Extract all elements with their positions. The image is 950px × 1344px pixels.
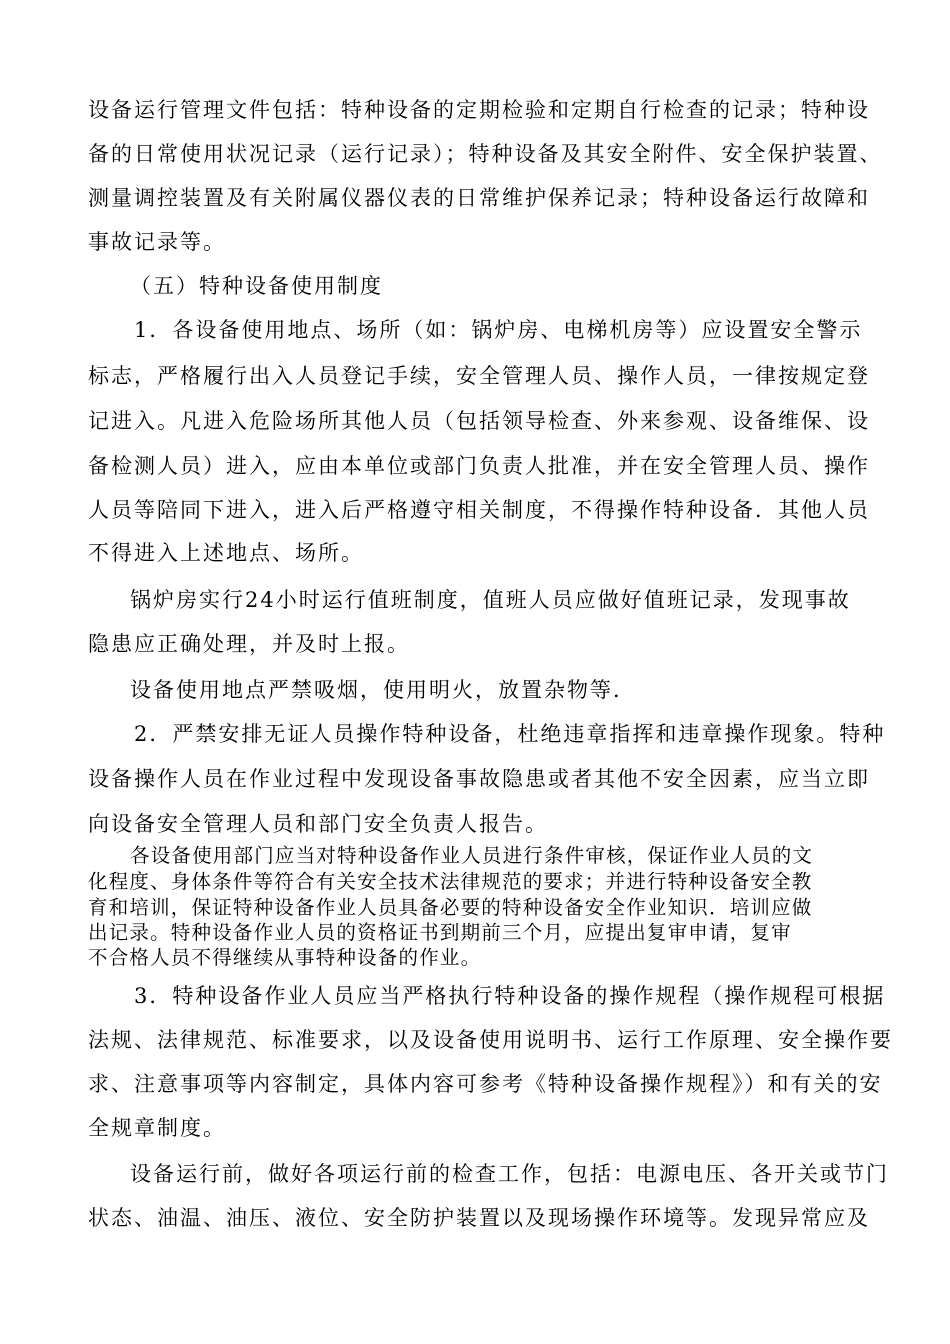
section-heading: （五）特种设备使用制度 xyxy=(130,274,383,298)
text-line: 设备运行前，做好各项运行前的检查工作，包括：电源电压、各开关或节门 xyxy=(130,1162,889,1186)
text-line: 状态、油温、油压、液位、安全防护装置以及现场操作环境等。发现异常应及 xyxy=(88,1206,870,1230)
text-line: 锅炉房实行24小时运行值班制度，值班人员应做好值班记录，发现事故 xyxy=(130,588,851,612)
text-line: 1．各设备使用地点、场所（如：锅炉房、电梯机房等）应设置安全警示 xyxy=(134,318,863,342)
text-line: 2．严禁安排无证人员操作特种设备，杜绝违章指挥和违章操作现象。特种 xyxy=(134,722,886,746)
text-line: 向设备安全管理人员和部门安全负责人报告。 xyxy=(88,812,548,836)
text-line: 育和培训，保证特种设备作业人员具备必要的特种设备安全作业知识．培训应做 xyxy=(88,896,813,919)
text-line: 测量调控装置及有关附属仪器仪表的日常维护保养记录；特种设备运行故障和 xyxy=(88,186,870,210)
text-line: 3．特种设备作业人员应当严格执行特种设备的操作规程（操作规程可根据 xyxy=(134,984,886,1008)
text-line: 求、注意事项等内容制定，具体内容可参考《特种设备操作规程》）和有关的安 xyxy=(88,1072,883,1096)
text-line: 人员等陪同下进入，进入后严格遵守相关制度，不得操作特种设备．其他人员 xyxy=(88,498,870,522)
text-line: 出记录。特种设备作业人员的资格证书到期前三个月，应提出复审申请，复审 xyxy=(88,921,792,944)
text-line: 记进入。凡进入危险场所其他人员（包括领导检查、外来参观、设备维保、设 xyxy=(88,409,870,433)
text-line: 隐患应正确处理，并及时上报。 xyxy=(88,632,410,656)
text-line: 事故记录等。 xyxy=(88,230,226,254)
text-line: 设备运行管理文件包括：特种设备的定期检验和定期自行检查的记录；特种设 xyxy=(88,98,870,122)
text-line: 标志，严格履行出入人员登记手续，安全管理人员、操作人员，一律按规定登 xyxy=(88,364,870,388)
text-line: 不得进入上述地点、场所。 xyxy=(88,541,364,565)
text-line: 化程度、身体条件等符合有关安全技术法律规范的要求；并进行特种设备安全教 xyxy=(88,870,813,893)
text-line: 法规、法律规范、标准要求，以及设备使用说明书、运行工作原理、安全操作要 xyxy=(88,1028,893,1052)
text-line: 设备使用地点严禁吸烟，使用明火，放置杂物等． xyxy=(130,678,636,702)
text-line: 全规章制度。 xyxy=(88,1116,226,1140)
text-line: 备的日常使用状况记录（运行记录）；特种设备及其安全附件、安全保护装置、 xyxy=(88,142,883,166)
text-line: 各设备使用部门应当对特种设备作业人员进行条件审核，保证作业人员的文 xyxy=(130,844,814,867)
text-line: 不合格人员不得继续从事特种设备的作业。 xyxy=(88,946,482,969)
text-line: 设备操作人员在作业过程中发现设备事故隐患或者其他不安全因素，应当立即 xyxy=(88,767,870,791)
text-line: 备检测人员）进入，应由本单位或部门负责人批准，并在安全管理人员、操作 xyxy=(88,454,870,478)
